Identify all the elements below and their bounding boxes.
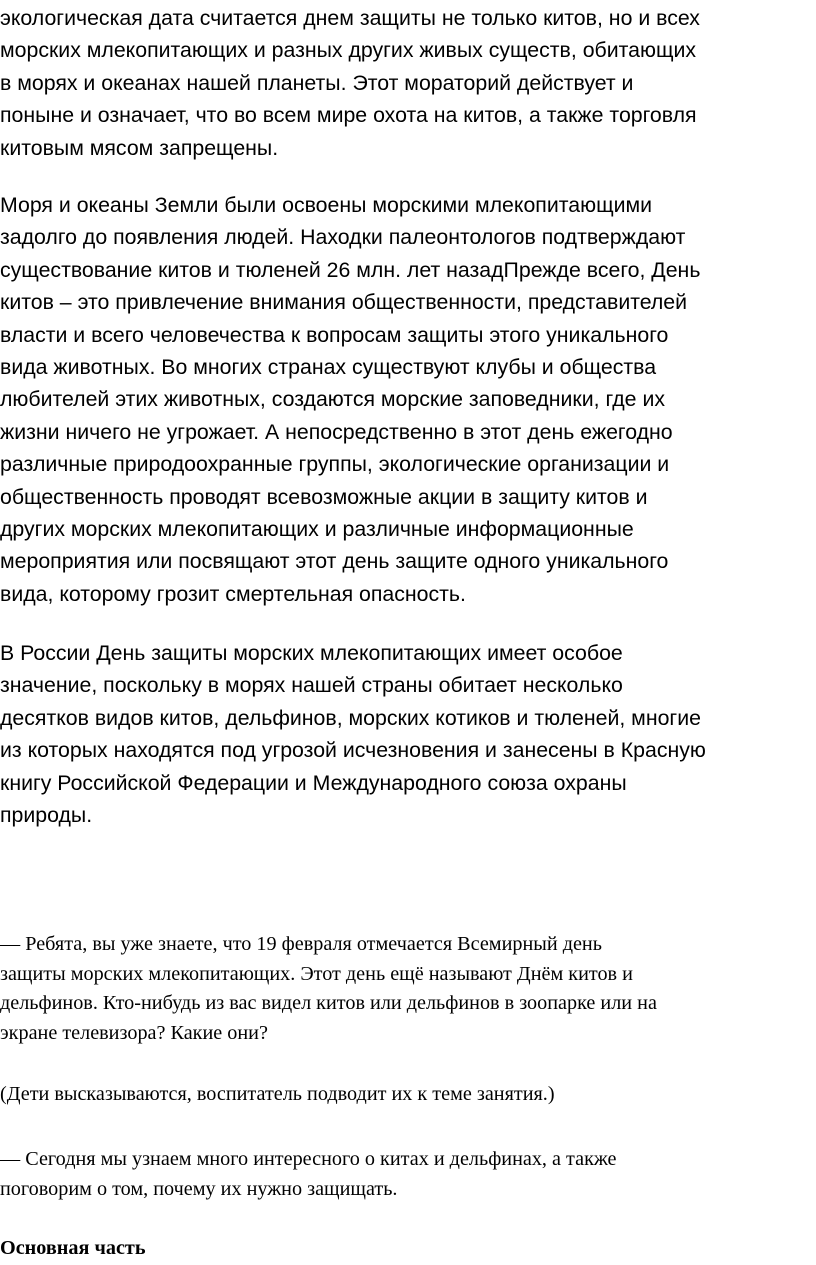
paragraph-today-topic [0, 1145, 816, 1204]
text-line: из которых находятся под угрозой исчезновения и занесены в Красную [0, 738, 706, 763]
paragraph-whale-day-moratorium [0, 2, 816, 164]
section-heading: Основная часть [0, 1237, 146, 1259]
text-line: экологическая дата считается днем защиты не только китов, но и всех [0, 6, 700, 30]
text-line: защиты морских млекопитающих. Этот день ещё называют Днём китов и [0, 962, 633, 985]
text-line: книгу Российской Федерации и Международного союза охраны [0, 770, 627, 795]
text-line: морских млекопитающих и разных других живых существ, обитающих [0, 38, 697, 63]
text-line: — Ребята, вы уже знаете, что 19 февраля отмечается Всемирный день [0, 933, 602, 955]
text-line: (Дети высказываются, воспитатель подводит их к теме занятия.) [0, 1083, 555, 1105]
text-line: значение, поскольку в морях нашей страны обитает несколько [0, 673, 623, 698]
text-line: вида, которому грозит смертельная опасность. [0, 581, 466, 606]
text-line: — Сегодня мы узнаем много интересного о китах и дельфинах, а также [0, 1148, 617, 1170]
text-line: китовым мясом запрещены. [0, 135, 279, 160]
text-line: общественность проводят всевозможные акции в защиту китов и [0, 484, 648, 509]
text-line: вида животных. Во многих странах существуют клубы и общества [0, 355, 657, 380]
text-line: Моря и океаны Земли были освоены морскими млекопитающими [0, 193, 653, 217]
text-line: жизни ничего не угрожает. А непосредственно в этот день ежегодно [0, 419, 673, 444]
text-line: природы. [0, 803, 93, 828]
text-line: поныне и означает, что во всем мире охота на китов, а также торговля [0, 103, 697, 128]
text-line: экране телевизора? Какие они? [0, 1021, 268, 1044]
paragraph-children-respond [0, 1080, 816, 1110]
text-line: десятков видов китов, дельфинов, морских котиков и тюленей, многие [0, 705, 701, 730]
text-line: задолго до появления людей. Находки палеонтологов подтверждают [0, 225, 686, 250]
text-line: различные природоохранные группы, экологические организации и [0, 452, 670, 477]
text-line: дельфинов. Кто-нибудь из вас видел китов или дельфинов в зоопарке или на [0, 992, 657, 1014]
paragraph-russia [0, 637, 816, 831]
text-line: любителей этих животных, создаются морские заповедники, где их [0, 387, 665, 412]
text-line: мероприятия или посвящают этот день защите одного уникального [0, 549, 669, 574]
paragraph-seas-and-oceans [0, 189, 816, 610]
text-line: китов – это привлечение внимания общественности, представителей [0, 290, 688, 315]
paragraph-teacher-intro [0, 930, 816, 1048]
text-line: других морских млекопитающих и различные информационные [0, 517, 634, 542]
text-line: в морях и океанах нашей планеты. Этот мораторий действует и [0, 70, 634, 95]
text-line: существование китов и тюленей 26 млн. лет назадПрежде всего, День [0, 257, 701, 282]
text-line: В России День защиты морских млекопитающих имеет особое [0, 641, 623, 665]
text-line: поговорим о том, почему их нужно защищать. [0, 1177, 398, 1200]
text-line: власти и всего человечества к вопросам защиты этого уникального [0, 322, 669, 347]
